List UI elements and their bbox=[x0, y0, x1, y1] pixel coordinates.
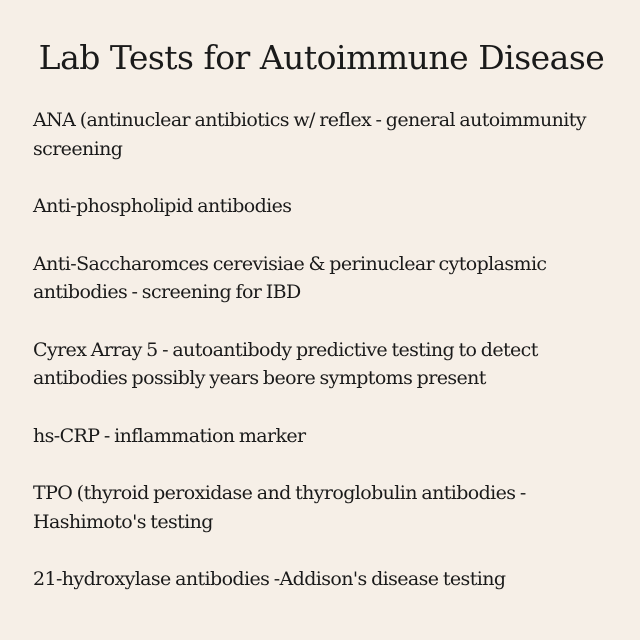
list-item: Anti-phospholipid antibodies bbox=[33, 195, 292, 217]
list-item: Cyrex Array 5 - autoantibody predictive testing to detect antibodies possibly years beore symptoms present bbox=[33, 338, 538, 389]
list-item: hs-CRP - inflammation marker bbox=[33, 424, 306, 447]
page-title: Lab Tests for Autoimmune Disease bbox=[38, 38, 605, 77]
lab-test-list bbox=[33, 106, 612, 623]
list-item: TPO (thyroid peroxidase and thyroglobulin antibodies - Hashimoto's testing bbox=[33, 482, 526, 533]
list-item: ANA (antinuclear antibiotics w/ reflex - general autoimmunity screening bbox=[33, 109, 586, 160]
list-item: 21-hydroxylase antibodies -Addison's disease testing bbox=[33, 568, 506, 590]
list-item: Anti-Saccharomces cerevisiae & perinuclear cytoplasmic antibodies - screening for IBD bbox=[33, 252, 547, 303]
